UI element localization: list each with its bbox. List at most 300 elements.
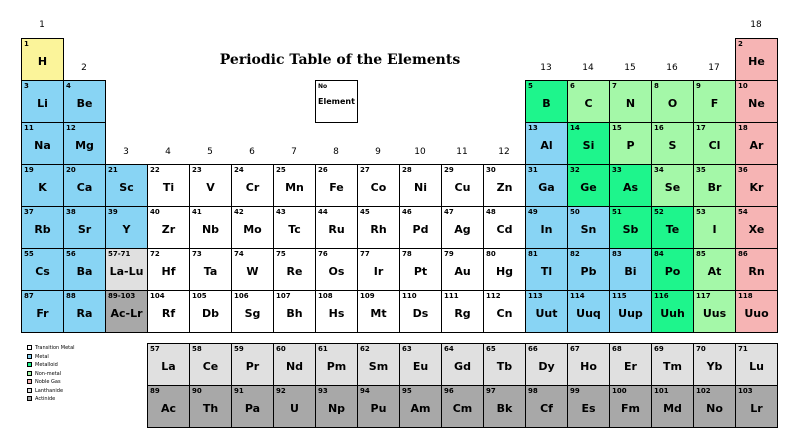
element-symbol: Ac-Lr — [110, 307, 143, 320]
element-symbol: Lr — [750, 402, 763, 415]
group-label-17: 17 — [708, 63, 720, 73]
element-symbol: Hf — [161, 265, 176, 278]
element-symbol: Yb — [706, 360, 723, 373]
atomic-number: 118 — [738, 292, 753, 300]
element-symbol: Pa — [244, 402, 261, 415]
element-symbol: Hg — [495, 265, 514, 278]
element-symbol: Mn — [285, 181, 304, 194]
element-symbol: Sb — [622, 223, 639, 236]
element-symbol: W — [246, 265, 259, 278]
element-cell-cl — [693, 122, 736, 165]
atomic-number: 77 — [360, 250, 370, 258]
element-symbol: Uup — [618, 307, 643, 320]
element-symbol: Mt — [370, 307, 387, 320]
atomic-number: 108 — [318, 292, 333, 300]
legend-item — [27, 387, 137, 396]
element-cell-sr — [63, 206, 106, 249]
legend-label: Non-metal — [35, 370, 62, 377]
atomic-number: 5 — [528, 82, 533, 90]
atomic-number: 19 — [24, 166, 34, 174]
element-cell-co — [357, 164, 400, 207]
element-cell-cn — [483, 290, 526, 333]
element-symbol: Ho — [580, 360, 597, 373]
atomic-number: 53 — [696, 208, 706, 216]
element-cell-re — [273, 248, 316, 291]
element-symbol: Ga — [538, 181, 555, 194]
element-cell-o — [651, 80, 694, 123]
element-cell-rb — [21, 206, 64, 249]
legend — [27, 344, 137, 404]
atomic-number: 54 — [738, 208, 748, 216]
atomic-number: 110 — [402, 292, 417, 300]
element-symbol: Y — [122, 223, 131, 236]
element-cell-nb — [189, 206, 232, 249]
element-cell-cs — [21, 248, 64, 291]
element-symbol: Pu — [370, 402, 387, 415]
element-symbol: Rb — [34, 223, 51, 236]
element-symbol: Pr — [245, 360, 260, 373]
element-symbol: Al — [540, 139, 553, 152]
atomic-number: 24 — [234, 166, 244, 174]
element-cell-tb — [483, 343, 526, 386]
element-symbol: Si — [582, 139, 595, 152]
atomic-number: 51 — [612, 208, 622, 216]
element-symbol: Tb — [496, 360, 513, 373]
atomic-number: 117 — [696, 292, 711, 300]
element-cell-be — [63, 80, 106, 123]
atomic-number: 42 — [234, 208, 244, 216]
element-cell-li — [21, 80, 64, 123]
atomic-number: 66 — [528, 345, 538, 353]
element-cell-sb — [609, 206, 652, 249]
group-label-10: 10 — [414, 147, 426, 157]
element-cell-f — [693, 80, 736, 123]
legend-item — [27, 378, 137, 387]
element-cell-pm — [315, 343, 358, 386]
group-label-11: 11 — [456, 147, 468, 157]
element-symbol: Ce — [202, 360, 219, 373]
element-symbol: Eu — [412, 360, 429, 373]
atomic-number: 83 — [612, 250, 622, 258]
atomic-number: 30 — [486, 166, 496, 174]
atomic-number: 74 — [234, 250, 244, 258]
element-symbol: Co — [370, 181, 387, 194]
element-symbol: Md — [663, 402, 682, 415]
element-cell-uuq — [567, 290, 610, 333]
atomic-number: 92 — [276, 387, 286, 395]
element-cell-mn — [273, 164, 316, 207]
element-cell-v — [189, 164, 232, 207]
element-cell-uuh — [651, 290, 694, 333]
element-symbol: Hs — [328, 307, 345, 320]
element-symbol: Se — [664, 181, 681, 194]
atomic-number: 10 — [738, 82, 748, 90]
atomic-number: 101 — [654, 387, 669, 395]
element-cell-tl — [525, 248, 568, 291]
element-cell-tm — [651, 343, 694, 386]
element-cell-pd — [399, 206, 442, 249]
element-symbol: As — [622, 181, 639, 194]
atomic-number: 100 — [612, 387, 627, 395]
legend-label: Lanthanide — [35, 387, 64, 394]
atomic-number: 68 — [612, 345, 622, 353]
atomic-number: 105 — [192, 292, 207, 300]
element-symbol: Fr — [36, 307, 49, 320]
element-symbol: Re — [286, 265, 303, 278]
element-symbol: F — [710, 97, 719, 110]
atomic-number: 93 — [318, 387, 328, 395]
group-label-18: 18 — [750, 20, 762, 30]
atomic-number: 27 — [360, 166, 370, 174]
atomic-number: 57-71 — [108, 250, 131, 258]
atomic-number: 16 — [654, 124, 664, 132]
atomic-number: 104 — [150, 292, 165, 300]
element-cell-zn — [483, 164, 526, 207]
legend-swatch — [27, 388, 32, 393]
element-cell-w — [231, 248, 274, 291]
element-cell-es — [567, 385, 610, 428]
element-cell-te — [651, 206, 694, 249]
element-symbol: U — [290, 402, 299, 415]
element-symbol: Au — [454, 265, 471, 278]
element-cell-fe — [315, 164, 358, 207]
element-symbol: Cl — [708, 139, 721, 152]
legend-swatch — [27, 362, 32, 367]
atomic-number: 96 — [444, 387, 454, 395]
element-cell-db — [189, 290, 232, 333]
legend-swatch — [27, 379, 32, 384]
atomic-number: 44 — [318, 208, 328, 216]
atomic-number: 88 — [66, 292, 76, 300]
atomic-number: 86 — [738, 250, 748, 258]
legend-label: Metal — [35, 353, 49, 360]
atomic-number: 73 — [192, 250, 202, 258]
element-cell-gd — [441, 343, 484, 386]
group-label-7: 7 — [291, 147, 297, 157]
element-symbol: Zn — [496, 181, 513, 194]
element-symbol: Uut — [535, 307, 558, 320]
element-symbol: Ge — [580, 181, 597, 194]
element-symbol: He — [748, 55, 765, 68]
atomic-number: 13 — [528, 124, 538, 132]
element-cell-nd — [273, 343, 316, 386]
element-cell-tc — [273, 206, 316, 249]
element-symbol: Er — [624, 360, 637, 373]
atomic-number: 7 — [612, 82, 617, 90]
element-symbol: Tc — [288, 223, 301, 236]
atomic-number: 41 — [192, 208, 202, 216]
atomic-number: 89-103 — [108, 292, 136, 300]
element-symbol: Uuo — [744, 307, 769, 320]
atomic-number: 87 — [24, 292, 34, 300]
element-cell-sc — [105, 164, 148, 207]
element-symbol: Pb — [580, 265, 597, 278]
element-symbol: Cu — [454, 181, 471, 194]
element-symbol: Ag — [454, 223, 471, 236]
atomic-number: 29 — [444, 166, 454, 174]
key-symbol-label: Element — [318, 97, 355, 106]
element-cell-ac — [147, 385, 190, 428]
atomic-number: 67 — [570, 345, 580, 353]
element-symbol: Dy — [538, 360, 555, 373]
element-cell-cf — [525, 385, 568, 428]
atomic-number: 112 — [486, 292, 501, 300]
legend-label: Actinide — [35, 396, 56, 402]
element-symbol: Ne — [748, 97, 765, 110]
group-label-1: 1 — [39, 20, 45, 30]
element-symbol: Nb — [201, 223, 220, 236]
atomic-number: 89 — [150, 387, 160, 395]
element-cell-no — [693, 385, 736, 428]
element-cell-uup — [609, 290, 652, 333]
element-cell-xe — [735, 206, 778, 249]
element-symbol: H — [37, 55, 48, 68]
group-label-16: 16 — [666, 63, 678, 73]
element-symbol: Gd — [454, 360, 471, 373]
element-cell-pt — [399, 248, 442, 291]
element-symbol: Xe — [748, 223, 765, 236]
element-symbol: Be — [76, 97, 93, 110]
legend-item — [27, 370, 137, 379]
atomic-number: 11 — [24, 124, 34, 132]
atomic-number: 3 — [24, 82, 29, 90]
element-symbol: Cn — [496, 307, 513, 320]
element-symbol: Bi — [624, 265, 637, 278]
group-label-14: 14 — [582, 63, 594, 73]
element-symbol: Ds — [412, 307, 429, 320]
atomic-number: 56 — [66, 250, 76, 258]
atomic-number: 9 — [696, 82, 701, 90]
element-cell-sn — [567, 206, 610, 249]
atomic-number: 114 — [570, 292, 585, 300]
element-symbol: La — [161, 360, 176, 373]
element-cell-mo — [231, 206, 274, 249]
element-cell-mt — [357, 290, 400, 333]
element-cell-ba — [63, 248, 106, 291]
element-symbol: P — [626, 139, 635, 152]
element-cell-ti — [147, 164, 190, 207]
element-cell-zr — [147, 206, 190, 249]
atomic-number: 90 — [192, 387, 202, 395]
element-symbol: Db — [201, 307, 219, 320]
atomic-number: 63 — [402, 345, 412, 353]
group-label-9: 9 — [375, 147, 381, 157]
atomic-number: 46 — [402, 208, 412, 216]
atomic-number: 109 — [360, 292, 375, 300]
group-label-6: 6 — [249, 147, 255, 157]
atomic-number: 31 — [528, 166, 538, 174]
legend-label: Noble Gas — [35, 379, 61, 385]
element-symbol: B — [542, 97, 551, 110]
element-cell-kr — [735, 164, 778, 207]
element-cell-pa — [231, 385, 274, 428]
element-symbol: Na — [34, 139, 51, 152]
element-symbol: V — [206, 181, 215, 194]
element-symbol: Cs — [35, 265, 50, 278]
element-symbol: Bh — [286, 307, 303, 320]
element-cell-s — [651, 122, 694, 165]
element-cell-he — [735, 38, 778, 81]
element-symbol: O — [667, 97, 678, 110]
element-cell-c — [567, 80, 610, 123]
atomic-number: 50 — [570, 208, 580, 216]
element-cell-ne — [735, 80, 778, 123]
atomic-number: 85 — [696, 250, 706, 258]
key-cell — [315, 80, 358, 123]
element-cell-sg — [231, 290, 274, 333]
element-cell-au — [441, 248, 484, 291]
element-cell-sm — [357, 343, 400, 386]
atomic-number: 82 — [570, 250, 580, 258]
element-symbol: I — [712, 223, 717, 236]
atomic-number: 116 — [654, 292, 669, 300]
atomic-number: 26 — [318, 166, 328, 174]
element-cell-cd — [483, 206, 526, 249]
element-cell-dy — [525, 343, 568, 386]
element-symbol: Sn — [580, 223, 597, 236]
element-cell-lu — [735, 343, 778, 386]
atomic-number: 98 — [528, 387, 538, 395]
atomic-number: 32 — [570, 166, 580, 174]
legend-swatch — [27, 396, 32, 401]
group-label-15: 15 — [624, 63, 636, 73]
atomic-number: 71 — [738, 345, 748, 353]
element-symbol: Bk — [496, 402, 513, 415]
element-cell-p — [609, 122, 652, 165]
atomic-number: 94 — [360, 387, 370, 395]
element-cell-os — [315, 248, 358, 291]
element-symbol: Am — [410, 402, 431, 415]
legend-item — [27, 395, 137, 404]
group-label-3: 3 — [123, 147, 129, 157]
element-symbol: C — [584, 97, 593, 110]
element-cell-po — [651, 248, 694, 291]
atomic-number: 59 — [234, 345, 244, 353]
element-symbol: Cm — [452, 402, 473, 415]
element-symbol: Cr — [245, 181, 260, 194]
legend-label: Metalloid — [35, 362, 58, 368]
element-cell-uuo — [735, 290, 778, 333]
atomic-number: 70 — [696, 345, 706, 353]
element-symbol: Rg — [454, 307, 471, 320]
element-cell-ar — [735, 122, 778, 165]
element-symbol: Ti — [162, 181, 175, 194]
group-label-12: 12 — [498, 147, 510, 157]
element-symbol: Rf — [161, 307, 176, 320]
atomic-number: 1 — [24, 40, 29, 48]
element-cell-er — [609, 343, 652, 386]
atomic-number: 45 — [360, 208, 370, 216]
element-symbol: Tl — [540, 265, 553, 278]
element-symbol: Pm — [326, 360, 347, 373]
element-cell-ni — [399, 164, 442, 207]
element-symbol: N — [625, 97, 636, 110]
element-symbol: Sm — [368, 360, 389, 373]
atomic-number: 14 — [570, 124, 580, 132]
atomic-number: 17 — [696, 124, 706, 132]
atomic-number: 25 — [276, 166, 286, 174]
element-symbol: Fe — [329, 181, 344, 194]
element-cell-u — [273, 385, 316, 428]
element-cell-br — [693, 164, 736, 207]
element-symbol: Ta — [203, 265, 218, 278]
atomic-number: 20 — [66, 166, 76, 174]
element-cell-h — [21, 38, 64, 81]
element-cell-ta — [189, 248, 232, 291]
element-symbol: Uuh — [660, 307, 685, 320]
element-cell-pu — [357, 385, 400, 428]
element-cell-fr — [21, 290, 64, 333]
atomic-number: 39 — [108, 208, 118, 216]
element-symbol: Ru — [328, 223, 345, 236]
atomic-number: 62 — [360, 345, 370, 353]
element-symbol: Rh — [370, 223, 387, 236]
element-cell-ra — [63, 290, 106, 333]
element-symbol: Ca — [76, 181, 93, 194]
element-cell-yb — [693, 343, 736, 386]
atomic-number: 18 — [738, 124, 748, 132]
element-cell-se — [651, 164, 694, 207]
element-cell-la — [147, 343, 190, 386]
atomic-number: 33 — [612, 166, 622, 174]
atomic-number: 103 — [738, 387, 753, 395]
element-cell-cu — [441, 164, 484, 207]
atomic-number: 102 — [696, 387, 711, 395]
element-cell-bh — [273, 290, 316, 333]
atomic-number: 43 — [276, 208, 286, 216]
element-symbol: Ra — [76, 307, 93, 320]
legend-item — [27, 344, 137, 353]
atomic-number: 58 — [192, 345, 202, 353]
atomic-number: 91 — [234, 387, 244, 395]
element-symbol: Te — [665, 223, 680, 236]
element-symbol: At — [707, 265, 722, 278]
atomic-number: 8 — [654, 82, 659, 90]
legend-swatch — [27, 345, 32, 350]
atomic-number: 69 — [654, 345, 664, 353]
element-symbol: Uuq — [576, 307, 601, 320]
element-symbol: Cf — [540, 402, 553, 415]
element-cell-th — [189, 385, 232, 428]
group-label-4: 4 — [165, 147, 171, 157]
element-cell-ac-lr — [105, 290, 148, 333]
atomic-number: 106 — [234, 292, 249, 300]
element-cell-ru — [315, 206, 358, 249]
element-symbol: Sg — [244, 307, 261, 320]
atomic-number: 76 — [318, 250, 328, 258]
element-symbol: Th — [202, 402, 219, 415]
element-symbol: K — [38, 181, 47, 194]
element-symbol: Cd — [496, 223, 513, 236]
element-cell-cm — [441, 385, 484, 428]
atomic-number: 65 — [486, 345, 496, 353]
element-cell-rf — [147, 290, 190, 333]
element-cell-uus — [693, 290, 736, 333]
element-symbol: Lu — [749, 360, 764, 373]
element-cell-si — [567, 122, 610, 165]
atomic-number: 95 — [402, 387, 412, 395]
atomic-number: 99 — [570, 387, 580, 395]
atomic-number: 48 — [486, 208, 496, 216]
element-symbol: Uus — [702, 307, 727, 320]
element-cell-fm — [609, 385, 652, 428]
element-cell-ge — [567, 164, 610, 207]
element-cell-y — [105, 206, 148, 249]
element-cell-bk — [483, 385, 526, 428]
element-cell-ca — [63, 164, 106, 207]
element-cell-eu — [399, 343, 442, 386]
element-symbol: Pd — [412, 223, 429, 236]
